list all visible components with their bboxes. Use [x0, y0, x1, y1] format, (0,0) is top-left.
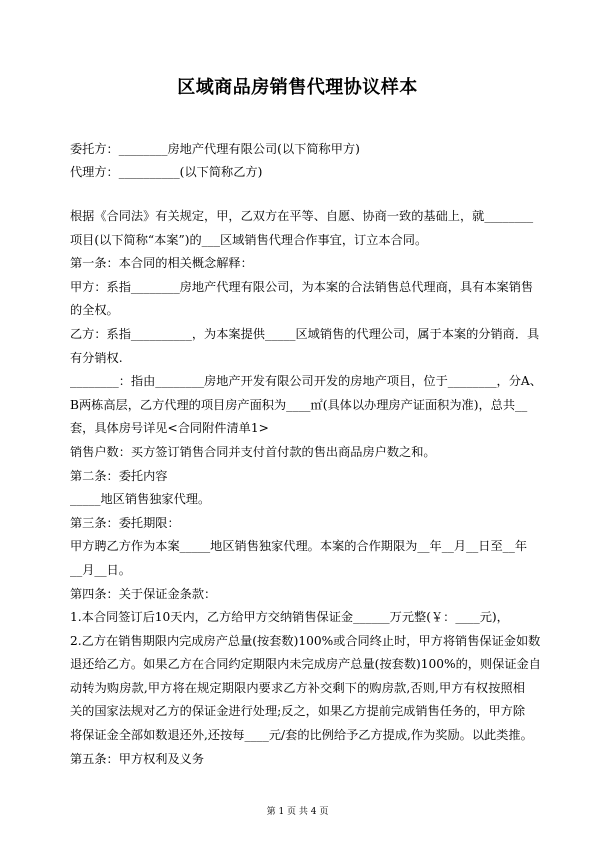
- body-line: 关的国家法规对乙方的保证金进行处理;反之，如果乙方提前完成销售任务的，甲方除: [70, 704, 526, 719]
- agreement-body: [70, 205, 542, 771]
- body-line: 套，具体房号详见<合同附件清单1>: [70, 421, 269, 436]
- body-line: __月__日。: [70, 562, 131, 577]
- body-line: 的全权。: [70, 303, 119, 318]
- document-title: 区域商品房销售代理协议样本: [177, 77, 418, 98]
- party-line-agent: 代理方：__________(以下简称乙方): [70, 165, 263, 179]
- article-heading: 第五条：甲方权利及义务: [70, 751, 205, 766]
- body-line: 有分销权.: [70, 350, 123, 365]
- body-line: 甲方聘乙方作为本案_____地区销售独家代理。本案的合作期限为__年__月__日至__年: [70, 539, 528, 554]
- body-line: 1.本合同签订后10天内，乙方给甲方交纳销售保证金______万元整(￥：____元)，: [70, 610, 509, 625]
- article-heading: 第三条：委托期限：: [70, 515, 180, 530]
- body-line: 乙方：系指__________，为本案提供_____区域销售的代理公司，属于本案的分销商．具: [70, 326, 540, 341]
- article-heading: 第二条：委托内容: [70, 468, 168, 483]
- body-line: B两栋高层，乙方代理的项目房产面积为____㎡(具体以办理房产证面积为准)，总共__: [70, 397, 528, 412]
- page-footer: 第 1 页 共 4 页: [266, 807, 329, 817]
- body-line: 甲方：系指________房地产代理有限公司，为本案的合法销售总代理商，具有本案销售: [70, 279, 534, 294]
- parties-block: [70, 138, 525, 184]
- party-line-principal: 委托方：________房地产代理有限公司(以下简称甲方): [70, 142, 360, 156]
- body-line: 动转为购房款,甲方将在规定期限内要求乙方补交剩下的购房款,否则,甲方有权按照相: [70, 680, 525, 695]
- article-heading: 第四条：关于保证金条款：: [70, 586, 217, 601]
- body-line: 2.乙方在销售期限内完成房产总量(按套数)100%或合同终止时，甲方将销售保证金如数: [70, 633, 541, 648]
- body-line: ________：指由________房地产开发有限公司开发的房地产项目，位于________，分A、: [70, 374, 542, 389]
- body-line: 退还给乙方。如果乙方在合同约定期限内未完成房产总量(按套数)100%的，则保证金自: [70, 657, 541, 672]
- body-line: 将保证金全部如数退还外,还按每____元/套的比例给予乙方提成,作为奖励。以此类推。: [70, 728, 533, 743]
- body-line: 根据《合同法》有关规定，甲，乙双方在平等、自愿、协商一致的基础上，就________: [70, 209, 534, 223]
- body-line: _____地区销售独家代理。: [70, 492, 211, 507]
- body-line: 项目(以下简称“本案”)的___区域销售代理合作事宜，订立本合同。: [70, 232, 428, 247]
- body-line: 销售户数：买方签订销售合同并支付首付款的售出商品房户数之和。: [70, 444, 436, 459]
- article-heading: 第一条：本合同的相关概念解释：: [70, 256, 253, 271]
